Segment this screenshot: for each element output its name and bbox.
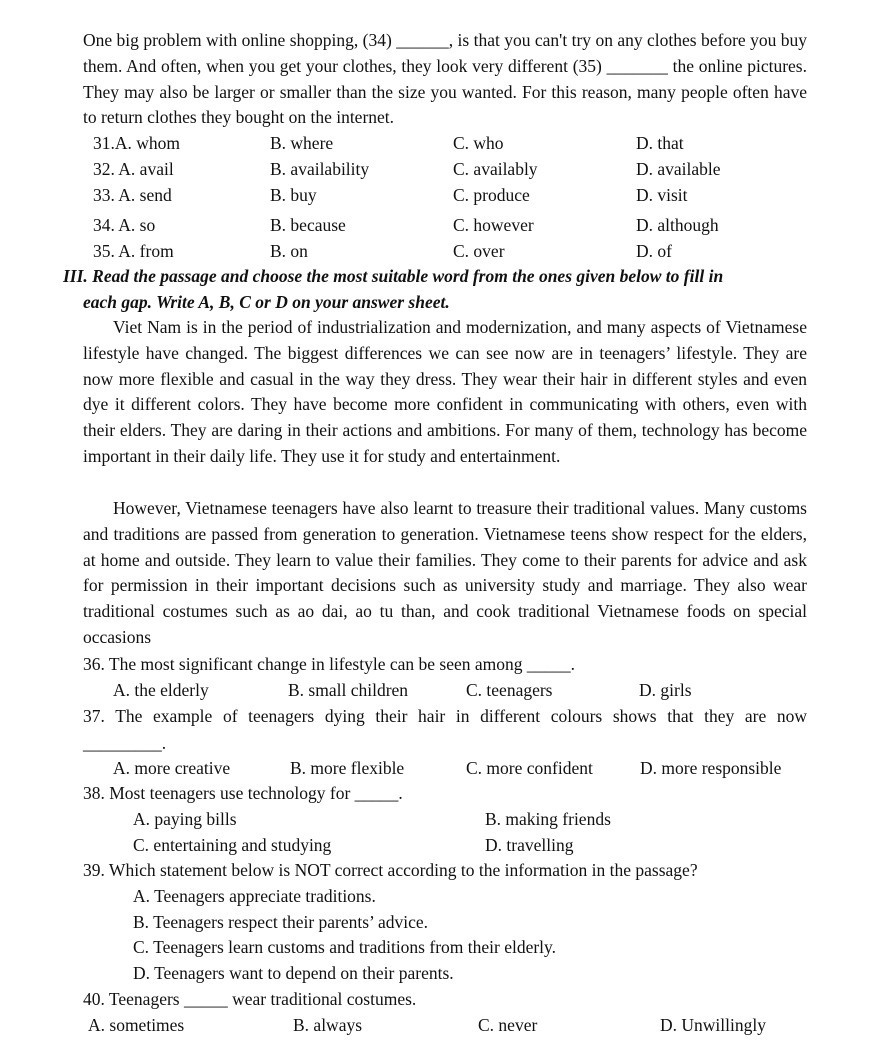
option-d: D. although [636,215,719,235]
question-row-34 [0,213,870,237]
option-c: C. entertaining and studying [133,835,332,855]
option-c: C. over [453,241,505,261]
option-a: 32. A. avail [93,159,174,179]
option-a: 35. A. from [93,241,174,261]
option-a: 33. A. send [93,185,172,205]
option-b: B. where [270,133,334,153]
option-d: D. more responsible [640,758,782,778]
section-heading-line1: III. Read the passage and choose the most suitable word from the ones given below to fill in [63,266,724,286]
option-b: B. small children [288,680,409,700]
option-c: C. teenagers [466,680,553,700]
option-a: 34. A. so [93,215,156,235]
option-c: C. availably [453,159,538,179]
option-a: 31.A. whom [93,133,181,153]
question-row-35 [0,239,870,263]
option-c: C. who [453,133,504,153]
question-36-options [0,678,870,702]
option-b: B. making friends [485,809,611,829]
question-37-stem: 37. The example of teenagers dying their hair in different colours shows that they are now [83,706,807,726]
option-d: D. travelling [485,835,574,855]
question-38-options-row1 [0,807,870,831]
option-d: D. Teenagers want to depend on their parents. [133,963,454,983]
option-b: B. on [270,241,308,261]
option-b: B. Teenagers respect their parents’ advice. [133,912,429,932]
option-d: D. girls [639,680,692,700]
question-38-stem: 38. Most teenagers use technology for _____. [83,783,403,803]
question-row-31 [0,131,870,155]
option-d: D. of [636,241,672,261]
question-39-stem: 39. Which statement below is NOT correct according to the information in the passage? [83,860,698,880]
option-b: B. availability [270,159,370,179]
option-b: B. because [270,215,346,235]
option-c: C. more confident [466,758,593,778]
question-40-stem: 40. Teenagers _____ wear traditional costumes. [83,989,417,1009]
reading-paragraph-1: Viet Nam is in the period of industrialization and modernization, and many aspects of Vietnamese lifestyle have changed. The biggest differences we can see now are in teenagers’ lifestyle. They are now more flexible and casual in the way they dress. They wear their hair in different styles and even dye it different colors. They have become more confident in communicating with others, even with their elders. They are daring in their actions and ambitions. For many of them, technology has become important in their daily life. They use it for study and entertainment. [83,317,807,466]
option-c: C. Teenagers learn customs and traditions from their elderly. [133,937,557,957]
question-37-options [0,756,870,780]
option-d: D. Unwillingly [660,1015,766,1035]
question-38-options-row2 [0,833,870,857]
option-c: C. produce [453,185,530,205]
option-a: A. Teenagers appreciate traditions. [133,886,376,906]
option-a: A. the elderly [113,680,209,700]
section-heading-line2: each gap. Write A, B, C or D on your answer sheet. [83,292,450,312]
option-a: A. sometimes [88,1015,185,1035]
intro-passage: One big problem with online shopping, (34) ______, is that you can't try on any clothes before you buy them. And often, when you get your clothes, they look very different (35) _______ the online pictures. They may also be larger or smaller than the size you wanted. For this reason, many people often have to return clothes they bought on the internet. [83,30,807,128]
option-a: A. paying bills [133,809,237,829]
option-b: B. buy [270,185,317,205]
option-d: D. visit [636,185,688,205]
option-a: A. more creative [113,758,231,778]
reading-paragraph-2: However, Vietnamese teenagers have also learnt to treasure their traditional values. Many customs and traditions are passed from generation to generation. Vietnamese teens show respect for the elders, at home and outside. They learn to value their families. They come to their parents for advice and ask for permission in their important decisions such as university study and marriage. They also wear traditional costumes such as ao dai, ao tu than, and cook traditional Vietnamese foods on special occasions [83,498,807,647]
question-40-options [0,1013,870,1037]
option-b: B. always [293,1015,363,1035]
option-d: D. available [636,159,721,179]
question-row-33 [0,183,870,207]
question-row-32 [0,157,870,181]
option-c: C. never [478,1015,538,1035]
option-d: D. that [636,133,684,153]
option-c: C. however [453,215,534,235]
section-heading [63,263,809,315]
question-36-stem: 36. The most significant change in lifestyle can be seen among _____. [83,654,575,674]
question-37-blank: _________. [83,733,167,753]
option-b: B. more flexible [290,758,405,778]
